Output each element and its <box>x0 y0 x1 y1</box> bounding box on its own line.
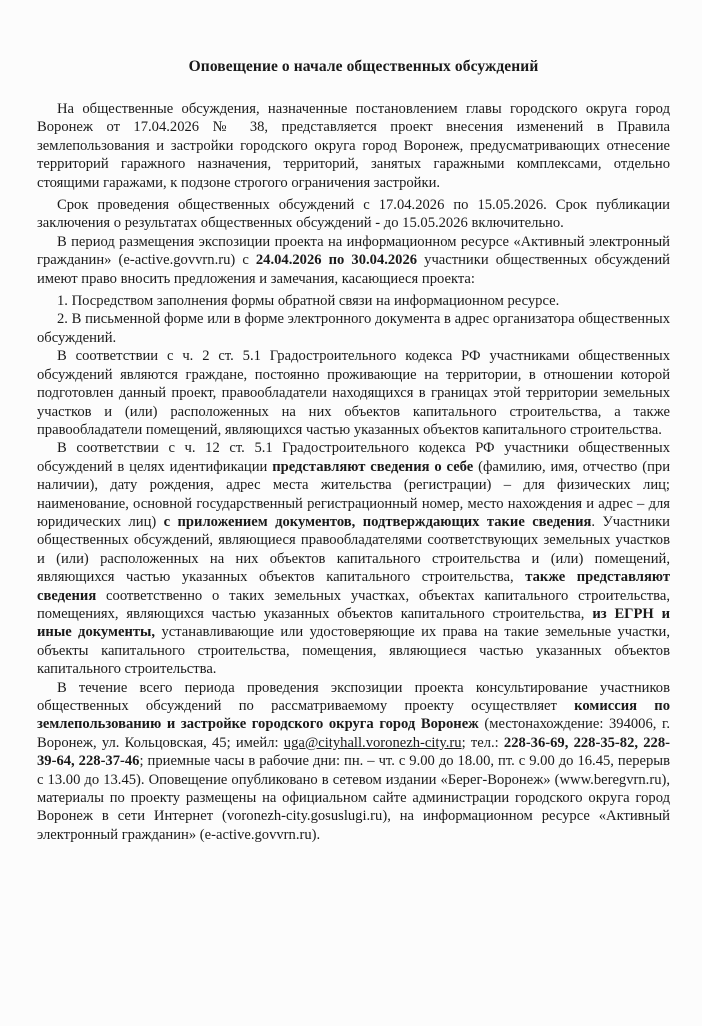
email-link[interactable]: uga@cityhall.voronezh-city.ru <box>283 734 462 751</box>
document-title: Оповещение о начале общественных обсуждений <box>188 58 539 75</box>
text-fragment: (фамилию, имя, отчество (при наличии), дату рождения, адрес места жительства (регистрации) – для физических лиц; наименование, основной государственный регистрационный номер, место нахождения и адрес – для юридических лиц) <box>37 458 670 530</box>
paragraph-participants: В соответствии с ч. 2 ст. 5.1 Градостроительного кодекса РФ участниками общественных обсуждений являются граждане, постоянно проживающие на территории, в отношении которой подготовлен данный проект, правообладатели находящихся в границах этой территории земельных участков и (или) расположенных на них объектов капитального строительства, а также правообладатели помещений, являющихся частью указанных объектов капитального строительства. <box>37 348 670 438</box>
text-fragment: (местонахождение: 394006, г. Воронеж, ул. Кольцовская, 45; имейл: <box>37 716 671 751</box>
text-fragment: устанавливающие или удостоверяющие их права на такие земельные участки, объекты капитального строительства, помещения, являющиеся частью указанных объектов капитального строительства. <box>37 624 670 678</box>
bold-fragment: с приложением документов, подтверждающих такие сведения <box>163 513 592 530</box>
paragraph-consultation <box>37 679 670 845</box>
text-fragment: участники общественных обсуждений имеют право вносить предложения и замечания, касающиеся проекта: <box>37 252 670 287</box>
bold-fragment: из ЕГРН и иные документы, <box>37 605 671 641</box>
bold-commission: комиссия по землепользованию и застройке городского округа город Воронеж <box>37 698 670 733</box>
text-fragment: ; приемные часы в рабочие дни: пн. – чт. с 9.00 до 18.00, пт. с 9.00 до 16.45, перерыв с 13.00 до 13.45). Оповещение опубликовано в сетевом издании «Берег-Воронеж» (www.beregvrn.ru), материалы по проекту размещены на официальном сайте администрации городского округа город Воронеж в сети Интернет (voronezh-city.gosuslugi.ru), на информационном ресурсе «Активный электронный гражданин» (e-active.govvrn.ru). <box>37 753 670 843</box>
list-item-2: 2. В письменной форме или в форме электронного документа в адрес организатора общественных обсуждений. <box>37 311 670 346</box>
text-fragment: ; тел.: <box>461 734 504 751</box>
paragraph-exposition <box>37 233 670 288</box>
paragraph-intro: На общественные обсуждения, назначенные постановлением главы городского округа город Воронеж от 17.04.2026 № 38, представляется проект внесения изменений в Правила землепользования и застройки городского округа город Воронеж, предусматривающих отнесение территорий гаражного назначения, территорий, занятых гаражными комплексами, отдельно стоящими гаражами, к подзоне строгого ограничения застройки. <box>37 101 670 191</box>
paragraph-term: Срок проведения общественных обсуждений с 17.04.2026 по 15.05.2026. Срок публикации заключения о результатах общественных обсуждений - до 15.05.2026 включительно. <box>37 197 670 232</box>
bold-fragment: также представляют сведения <box>37 569 670 604</box>
text-fragment: В период размещения экспозиции проекта на информационном ресурсе «Активный электронный гражданин» (e-active.govvrn.ru) с <box>37 233 670 269</box>
bold-dates: 24.04.2026 по 30.04.2026 <box>255 252 418 269</box>
list-item-1: 1. Посредством заполнения формы обратной связи на информационном ресурсе. <box>57 293 560 310</box>
document-body <box>37 100 670 844</box>
paragraph-identification <box>37 439 670 678</box>
text-fragment: В течение всего периода проведения экспозиции проекта консультирование участников общественных обсуждений по рассматриваемому проекту осуществляет <box>37 679 670 714</box>
text-fragment: соответственно о таких земельных участках, объектах капитального строительства, помещениях, являющихся частью указанных объектов капитального строительства, <box>37 587 670 622</box>
text-fragment: . Участники общественных обсуждений, являющиеся правообладателями соответствующих земельных участков и (или) расположенных на них объектов капитального строительства и (или) помещений, являющихся частью указанных объектов капитального строительства, <box>37 513 670 586</box>
bold-fragment: представляют сведения о себе <box>272 458 474 475</box>
bold-phones: 228-36-69, 228-35-82, 228-39-64, 228-37-46 <box>37 734 670 770</box>
text-fragment: В соответствии с ч. 12 ст. 5.1 Градостроительного кодекса РФ участники общественных обсуждений в целях идентификации <box>37 440 670 475</box>
